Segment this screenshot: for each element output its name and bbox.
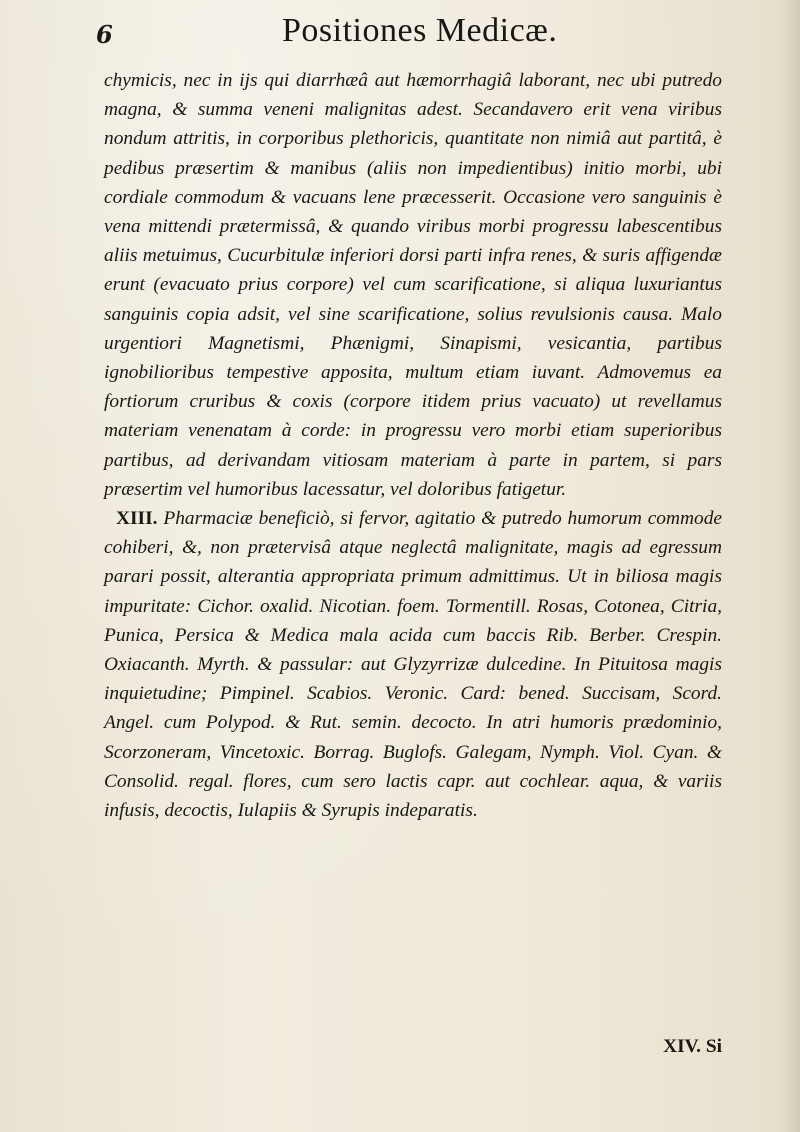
section-number: XIII. <box>116 508 158 530</box>
page-header <box>96 8 736 60</box>
running-title: Positiones Medicæ. <box>282 12 558 49</box>
paragraph-text: chymicis, nec in ijs qui diarrhæâ aut hæmorrhagiâ laborant, nec ubi putredo magna, & summa veneni malignitas adest. Secandavero erit vena viribus nondum attritis, in corporibus plethoricis, quantitate non nimiâ aut partitâ, è pedibus præsertim & manibus (aliis non impedientibus) initio morbi, ubi cordiale commodum & vacuans lene præcesserit. Occasione vero sanguinis è vena mittendi prætermissâ, & quando viribus morbi progressu labescentibus aliis metuimus, Cucurbitulæ inferiori dorsi parti infra renes, & suris affigendæ erunt (evacuato prius corpore) vel cum scarificatione, si aliqua luxuriantus sanguinis copia adsit, vel sine scarificatione, solius revulsionis causa. Malo urgentiori Magnetismi, Phænigmi, Sinapismi, vesicantia, partibus ignobilioribus tempestive apposita, multum etiam iuvant. Admovemus ea fortiorum cruribus & coxis (corpore itidem prius vacuato) ut revellamus materiam venenatam à corde: in progressu vero morbi etiam superioribus partibus, ad derivandam vitiosam materiam à parte in partem, si pars præsertim vel humoribus lacessatur, vel doloribus fatigetur. <box>104 70 722 500</box>
page-number: 6 <box>96 20 113 49</box>
paragraph-continuation <box>104 66 722 504</box>
catchword: XIV. Si <box>663 1036 722 1057</box>
paragraph-section-xiii <box>104 504 722 825</box>
body-text <box>104 66 722 825</box>
paragraph-text: Pharmaciæ beneficiò, si fervor, agitatio & putredo humorum commode cohiberi, &, non prætervisâ atque neglectâ malignitate, magis ad egressum parari possit, alterantia appropriata primum admittimus. Ut in biliosa magis impuritate: Cichor. oxalid. Nicotian. foem. Tormentill. Rosas, Cotonea, Citria, Punica, Persica & Medica mala acida cum baccis Rib. Berber. Crespin. Oxiacanth. Myrth. & passular: aut Glyzyrrizæ dulcedine. In Pituitosa magis inquietudine; Pimpinel. Scabios. Veronic. Card: bened. Succisam, Scord. Angel. cum Polypod. & Rut. semin. decocto. In atri humoris prædominio, Scorzoneram, Vincetoxic. Borrag. Buglofs. Galegam, Nymph. Viol. Cyan. & Consolid. regal. flores, cum sero lactis capr. aut cochlear. aqua, & variis infusis, decoctis, Iulapiis & Syrupis indeparatis. <box>104 508 722 822</box>
page-edge-shadow <box>778 0 800 1132</box>
